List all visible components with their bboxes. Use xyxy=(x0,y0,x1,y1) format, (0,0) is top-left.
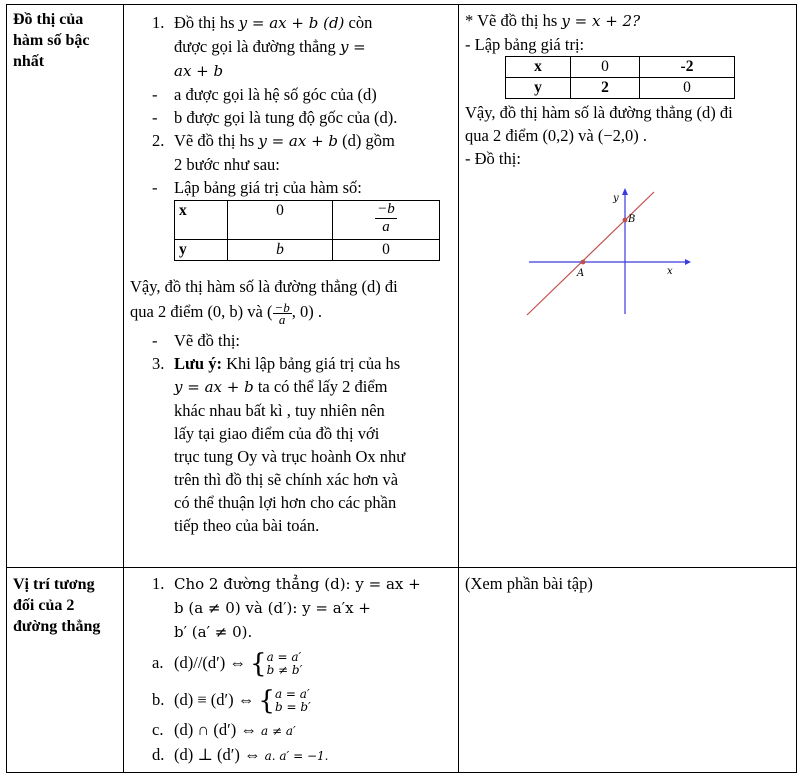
example-conclusion1: Vậy, đồ thị hàm số là đường thẳng (d) đi xyxy=(465,103,733,122)
dash-item: - Vẽ đồ thị: xyxy=(152,330,240,350)
item1-line1: 1. Đồ thị hs y = ax + b (d) còn xyxy=(152,13,373,32)
item2-line1: 2. Vẽ đồ thị hs y = ax + b (d) gồm xyxy=(152,131,395,150)
relation-parallel: a. (d)//(d′) ⇔ { a = a′ b ≠ b′ xyxy=(152,649,303,680)
row2-title: Vị trí tương đối của 2 đường thẳng xyxy=(13,576,101,635)
table-row xyxy=(7,568,797,773)
item3-line3: khác nhau bất kì , tuy nhiên nên xyxy=(174,400,385,420)
relation-perpendicular: d. (d) ⊥ (d′) ⇔ a. a′ = −1. xyxy=(152,745,329,764)
label-a: A xyxy=(577,268,585,279)
example-dash2: - Đồ thị: xyxy=(465,149,521,168)
item3-line8: tiếp theo của bài toán. xyxy=(174,515,320,535)
row1-theory-cell xyxy=(124,5,459,568)
x-arrow xyxy=(685,259,691,265)
row2-item1-line1: 1. Cho 2 đường thẳng (d): y = ax + xyxy=(152,574,421,593)
value-table-example: x 0 -2 y 2 0 xyxy=(505,56,735,99)
dash-item: - a được gọi là hệ số góc của (d) xyxy=(152,85,377,104)
point-b xyxy=(623,218,628,223)
example-dash: - Lập bảng giá trị: xyxy=(465,35,585,54)
graph-line xyxy=(527,192,654,315)
label-y: y xyxy=(613,193,619,204)
y-arrow xyxy=(622,188,628,195)
row2-title-cell xyxy=(7,568,124,773)
dash-item: - b được gọi là tung độ gốc của (d). xyxy=(152,108,398,127)
row1-example-cell xyxy=(459,5,797,568)
table-row xyxy=(7,5,797,568)
row2-theory-cell xyxy=(124,568,459,773)
row2-item1-line2: b (a ≠ 0) và (d′): y = a′x + xyxy=(174,599,371,617)
item1-line2: được gọi là đường thẳng y = xyxy=(174,37,366,56)
graph-figure xyxy=(525,186,790,327)
label-b: B xyxy=(628,214,636,225)
point-a xyxy=(581,260,586,265)
row1-title: Đồ thị của hàm số bậc nhất xyxy=(13,11,90,70)
see-exercises-note: (Xem phần bài tập) xyxy=(465,574,593,593)
relation-coincide: b. (d) ≡ (d′) ⇔ { a = a′ b = b′ xyxy=(152,686,311,717)
example-heading: * Vẽ đồ thị hs y = x + 2? xyxy=(465,11,641,30)
value-table-general: x 0 $\frac{-b}{a}$ y b 0 xyxy=(174,200,440,261)
relation-intersect: c. (d) ∩ (d′) ⇔ a ≠ a′ xyxy=(152,720,296,739)
conclusion-line2: qua 2 điểm (0, b) và ( $\frac{-b}{a}$ , 0) . xyxy=(130,299,323,327)
conclusion-line1: Vậy, đồ thị hàm số là đường thẳng (d) đi xyxy=(130,277,398,296)
item3-line5: trục tung Oy và trục hoành Ox như xyxy=(174,446,406,466)
item1-line3: ax + b xyxy=(174,62,224,80)
item3-line6: trên thì đồ thị sẽ chính xác hơn và xyxy=(174,469,399,489)
item3-line7: có thể thuận lợi hơn cho các phần xyxy=(174,492,397,512)
example-conclusion2: qua 2 điểm (0,2) và (−2,0) . xyxy=(465,126,648,145)
dash-item: - Lập bảng giá trị của hàm số: xyxy=(152,178,362,197)
item3-line4: lấy tại giao điểm của đồ thị với xyxy=(174,423,380,443)
row2-example-cell xyxy=(459,568,797,773)
item3-line2: y = ax + b ta có thể lấy 2 điểm xyxy=(174,376,388,396)
item3-line1: 3. Lưu ý: Khi lập bảng giá trị của hs xyxy=(152,353,401,373)
label-x: x xyxy=(667,266,673,277)
content-table xyxy=(6,4,797,773)
graph-svg xyxy=(525,186,695,321)
row1-title-cell xyxy=(7,5,124,568)
item2-line2: 2 bước như sau: xyxy=(174,155,280,174)
row2-item1-line3: b′ (a′ ≠ 0). xyxy=(174,623,253,641)
